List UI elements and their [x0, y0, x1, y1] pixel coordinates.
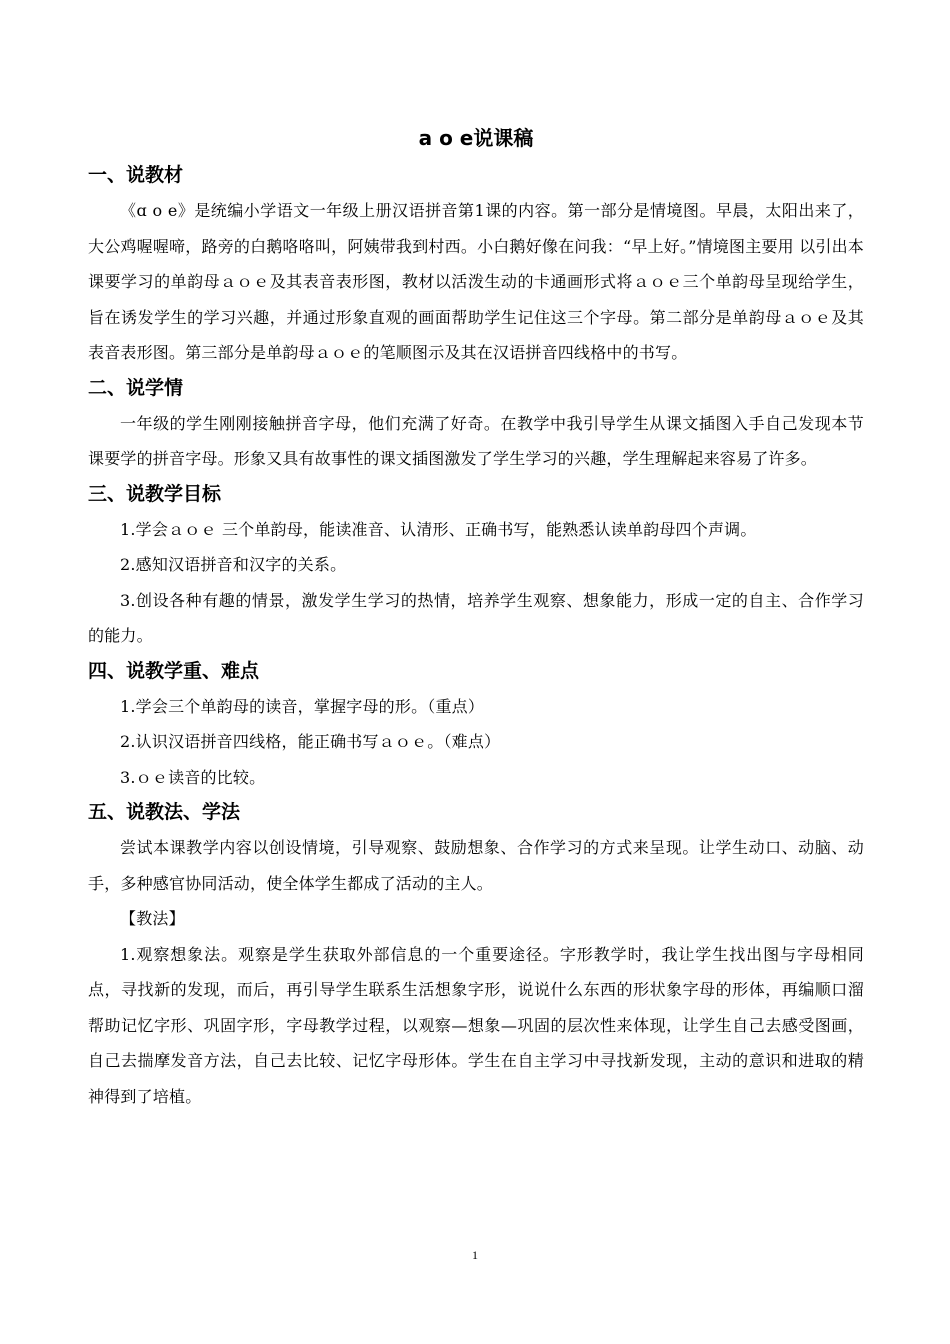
paragraph: 2.感知汉语拼音和汉字的关系。 [120, 555, 347, 574]
section-heading: 三、说教学目标 [88, 482, 222, 505]
paragraph: 【教法】 [120, 909, 185, 928]
paragraph: 一年级的学生刚刚接触拼音字母，他们充满了好奇。在教学中我引导学生从课文插图入手自己发现本节课要学的拼音字母。形象又具有故事性的课文插图激发了学生学习的兴趣，学生理解起来容易了许多。 [88, 413, 864, 468]
section-heading: 二、说学情 [88, 376, 184, 399]
paragraph: 1.观察想象法。观察是学生获取外部信息的一个重要途径。字形教学时，我让学生找出图与字母相同点，寻找新的发现，而后，再引导学生联系生活想象字形，说说什么东西的形状象字母的形体，再编顺口溜帮助记忆字形、巩固字形，字母教学过程，以观察—想象—巩固的层次性来体现，让学生自己去感受图画，自己去揣摩发音方法，自己去比较、记忆字母形体。学生在自主学习中寻找新发现，主动的意识和进取的精神得到了培植。 [88, 944, 864, 1106]
paragraph: 2.认识汉语拼音四线格，能正确书写ａｏｅ。（难点） [120, 732, 501, 751]
paragraph: 1.学会ａｏｅ 三个单韵母，能读准音、认清形、正确书写，能熟悉认读单韵母四个声调。 [120, 519, 757, 539]
section-students [88, 371, 864, 477]
section-heading: 四、说教学重、难点 [88, 659, 260, 682]
paragraph: 3.创设各种有趣的情景，激发学生学习的热情，培养学生观察、想象能力，形成一定的自主、合作学习的能力。 [88, 590, 864, 645]
section-key-points [88, 654, 864, 796]
paragraph: 1.学会三个单韵母的读音，掌握字母的形。（重点） [120, 696, 485, 716]
page-number: 1 [472, 1248, 478, 1262]
section-goals [88, 477, 864, 654]
section-heading: 五、说教法、学法 [88, 801, 241, 823]
document-page [88, 118, 864, 1114]
paragraph: 尝试本课教学内容以创设情境，引导观察、鼓励想象、合作学习的方式来呈现。让学生动口、动脑、动手，多种感官协同活动，使全体学生都成了活动的主人。 [88, 838, 864, 893]
paragraph: 3.ｏｅ读音的比较。 [120, 767, 266, 787]
document-title: a o e说课稿 [418, 126, 534, 150]
paragraph: 《ɑ o e》是统编小学语文一年级上册汉语拼音第1课的内容。第一部分是情境图。早晨，太阳出来了，大公鸡喔喔啼，路旁的白鹅咯咯叫，阿姨带我到村西。小白鹅好像在问我：“早上好。”情境图主要用 以引出本课要学习的单韵母ａｏｅ及其表音表形图，教材以活泼生动的卡通画形式将ａｏｅ三个单韵母呈现给学生，旨在诱发学生的学习兴趣，并通过形象直观的画面帮助学生记住这三个字母。第二部分是单韵母ａｏｅ及其表音表形图。第三部分是单韵母ａｏｅ的笔顺图示及其在汉语拼音四线格中的书写。 [88, 201, 864, 362]
section-methods [88, 795, 864, 1114]
section-heading: 一、说教材 [88, 164, 184, 186]
section-textbook [88, 158, 864, 371]
